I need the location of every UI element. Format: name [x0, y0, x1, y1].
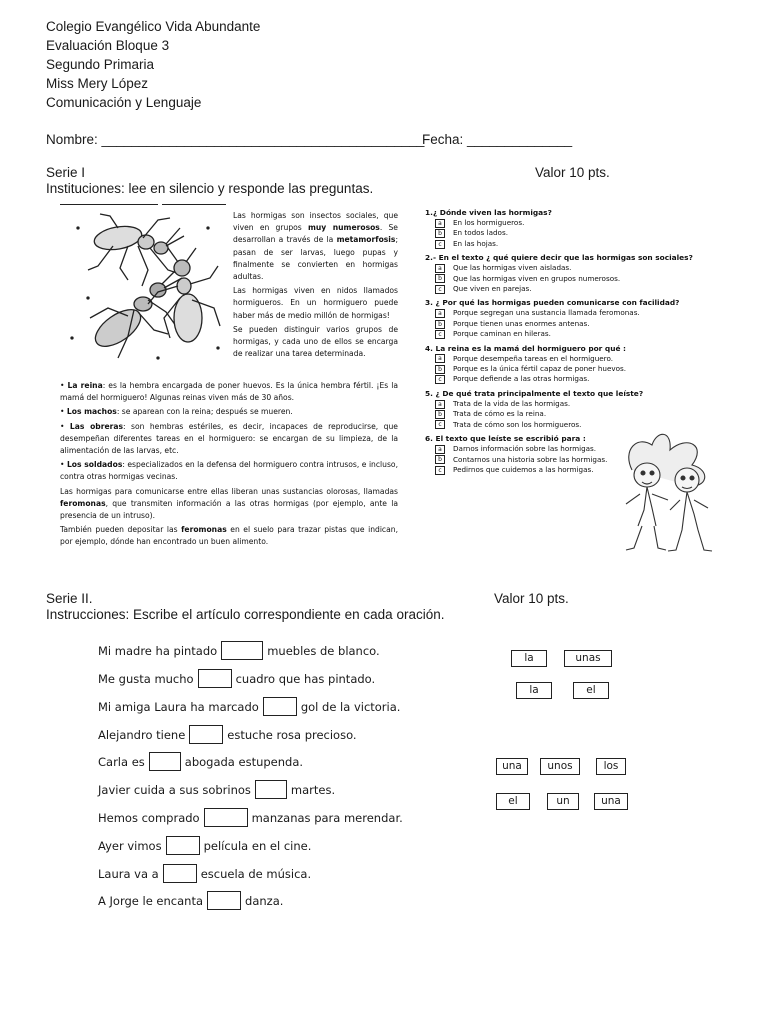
- term: La reina: [67, 381, 103, 390]
- sentence-end: muebles de blanco.: [267, 643, 380, 658]
- option-letter: a: [435, 219, 445, 228]
- fecha-line: Fecha: ______________: [422, 132, 573, 147]
- answer-blank[interactable]: [263, 697, 297, 716]
- option-letter: b: [435, 320, 445, 329]
- option-text: Trata de la vida de las hormigas.: [453, 398, 571, 408]
- serie1-value: Valor 10 pts.: [535, 165, 610, 180]
- option-text: Contarnos una historia sobre las hormigas.: [453, 454, 608, 464]
- option-text: Porque desempeña tareas en el hormiguero.: [453, 353, 614, 363]
- question-text: 6. El texto que leíste se escribió para :: [425, 434, 586, 444]
- passage-text: en el suelo para trazar pistas que indican, por ejemplo, dónde han encontrado un buen alimento.: [60, 525, 398, 547]
- option-letter: b: [435, 365, 445, 374]
- word-bank-item[interactable]: el: [573, 682, 609, 699]
- sentence-end: película en el cine.: [203, 838, 312, 853]
- option-text: Darnos información sobre las hormigas.: [453, 444, 597, 454]
- sentence: [98, 641, 380, 660]
- passage-text: : es la hembra encargada de poner huevos. Es la única hembra fértil. ¡Es la mamá del hormiguero! Algunas reinas viven más de 30 años.: [60, 381, 398, 403]
- passage-bold: muy numerosos: [307, 223, 380, 233]
- sentence-start: Me gusta mucho: [98, 671, 194, 686]
- option-text: Porque tienen unas enormes antenas.: [453, 318, 590, 328]
- word-bank-item[interactable]: la: [516, 682, 552, 699]
- answer-option[interactable]: [425, 274, 715, 284]
- option-letter: c: [435, 240, 445, 249]
- question: [425, 297, 715, 339]
- option-text: Porque defiende a las otras hormigas.: [453, 374, 590, 384]
- exam-title: Evaluación Bloque 3: [46, 38, 170, 53]
- sentence-start: Carla es: [98, 754, 145, 769]
- answer-option[interactable]: [425, 239, 715, 249]
- nombre-line: Nombre: ___________________________________________: [46, 132, 425, 147]
- answer-option[interactable]: [425, 364, 715, 374]
- sentence-start: Laura va a: [98, 866, 159, 881]
- option-letter: b: [435, 410, 445, 419]
- sentence-end: escuela de música.: [200, 866, 312, 881]
- sentence-start: Hemos comprado: [98, 810, 200, 825]
- sentence: [98, 891, 283, 910]
- option-text: Que las hormigas viven aisladas.: [453, 263, 572, 273]
- serie2-title: Serie II.: [46, 591, 93, 606]
- answer-blank[interactable]: [207, 891, 241, 910]
- option-letter: c: [435, 420, 445, 429]
- passage-bold: metamorfosis: [336, 235, 396, 245]
- question: [425, 207, 715, 249]
- answer-option[interactable]: [425, 409, 715, 419]
- question: [425, 388, 715, 430]
- option-text: Trata de cómo son los hormigueros.: [453, 419, 582, 429]
- answer-blank[interactable]: [255, 780, 287, 799]
- serie1-title: Serie I: [46, 165, 86, 180]
- question-text: 5. ¿ De qué trata principalmente el texto que leíste?: [425, 388, 644, 398]
- word-bank-item[interactable]: los: [596, 758, 626, 775]
- passage-text: También pueden depositar las: [60, 525, 182, 535]
- option-text: Que viven en parejas.: [453, 284, 532, 294]
- answer-blank[interactable]: [166, 836, 200, 855]
- school-name: Colegio Evangélico Vida Abundante: [46, 19, 261, 34]
- sentence: [98, 808, 403, 827]
- sentence: [98, 780, 335, 799]
- question-text: 1.¿ Dónde viven las hormigas?: [425, 208, 552, 217]
- answer-option[interactable]: [425, 308, 715, 318]
- sentence-start: Mi amiga Laura ha marcado: [98, 699, 259, 714]
- answer-blank[interactable]: [189, 725, 223, 744]
- option-text: Porque es la única fértil capaz de poner huevos.: [453, 364, 627, 374]
- option-letter: b: [435, 229, 445, 238]
- answer-blank[interactable]: [204, 808, 248, 827]
- passage-text: . Se desarrollan a través de la: [233, 223, 398, 245]
- sentence-start: Javier cuida a sus sobrinos: [98, 782, 251, 797]
- divider-line: [162, 204, 226, 205]
- answer-option[interactable]: [425, 420, 715, 430]
- option-letter: a: [435, 309, 445, 318]
- sentence: [98, 836, 311, 855]
- passage-p3: Se pueden distinguir varios grupos de hormigas, y cada uno de ellos se encarga de realizar una tarea determinada.: [233, 324, 398, 359]
- option-text: En los hormigueros.: [453, 218, 525, 227]
- option-letter: a: [435, 445, 445, 454]
- word-bank-item[interactable]: unas: [564, 650, 612, 667]
- option-letter: c: [435, 330, 445, 339]
- option-letter: c: [435, 285, 445, 294]
- sentence-end: danza.: [245, 893, 284, 908]
- sentence-end: estuche rosa precioso.: [227, 727, 357, 742]
- option-text: Pedirnos que cuidemos a las hormigas.: [453, 464, 594, 474]
- answer-blank[interactable]: [163, 864, 197, 883]
- option-letter: b: [435, 455, 445, 464]
- option-text: Porque segregan una sustancia llamada feromonas.: [453, 308, 640, 318]
- sentence: [98, 752, 303, 771]
- word-bank-item[interactable]: el: [496, 793, 530, 810]
- serie2-value: Valor 10 pts.: [494, 591, 569, 606]
- passage-text: Las hormigas para comunicarse entre ellas liberan unas sustancias olorosas, llamadas: [60, 486, 398, 496]
- passage-text: Las hormigas son insectos sociales, que viven en grupos: [233, 211, 398, 233]
- passage-p4: [60, 486, 398, 523]
- sentence-start: Mi madre ha pintado: [98, 643, 218, 658]
- passage-p1: [233, 210, 398, 283]
- option-text: En todos lados.: [453, 228, 508, 238]
- word-bank-item[interactable]: una: [496, 758, 528, 775]
- answer-option[interactable]: [425, 284, 715, 294]
- teacher: Miss Mery López: [46, 76, 149, 91]
- sentence-start: A Jorge le encanta: [98, 893, 204, 908]
- option-text: Que las hormigas viven en grupos numerosos.: [453, 273, 621, 283]
- header-block: [46, 17, 260, 112]
- sentence: [98, 864, 311, 883]
- sentence-end: cuadro que has pintado.: [235, 671, 376, 686]
- question-text: 4. La reina es la mamá del hormiguero por qué :: [425, 343, 626, 353]
- option-letter: a: [435, 400, 445, 409]
- sentence-end: manzanas para merendar.: [251, 810, 403, 825]
- sentence: [98, 669, 375, 688]
- ants-illustration: [58, 208, 226, 366]
- sentence-end: martes.: [290, 782, 336, 797]
- question: [425, 252, 715, 294]
- answer-option[interactable]: [425, 218, 715, 228]
- answer-option[interactable]: [425, 329, 715, 339]
- option-letter: a: [435, 354, 445, 363]
- answer-blank[interactable]: [221, 641, 263, 660]
- answer-option[interactable]: [425, 354, 715, 364]
- sentence-end: gol de la victoria.: [300, 699, 401, 714]
- grade: Segundo Primaria: [46, 57, 155, 72]
- word-bank-item[interactable]: un: [547, 793, 579, 810]
- bullet-obreras: • Las obreras: son hembras estériles, es decir, incapaces de reproducirse, que desempeñan diferentes tareas en el hormiguero: se encargan de su limpieza, de la alimentación de las larvas, etc.: [60, 421, 398, 456]
- passage-p2: Las hormigas viven en nidos llamados hormigueros. En un hormiguero puede haber más de medio millón de hormigas!: [233, 286, 398, 320]
- question-text: 3. ¿ Por qué las hormigas pueden comunicarse con facilidad?: [425, 298, 680, 308]
- word-bank-item[interactable]: unos: [540, 758, 580, 775]
- answer-blank[interactable]: [198, 669, 232, 688]
- sentence-end: abogada estupenda.: [184, 754, 304, 769]
- option-text: Trata de cómo es la reina.: [453, 409, 547, 419]
- divider-line: [60, 204, 158, 205]
- sentence: [98, 725, 357, 744]
- passage-text: : son hembras estériles, es decir, incapaces de reproducirse, que desempeñan diferentes tareas en el hormiguero: se encargan de su limpieza, de la alimentación de las larvas, etc.: [60, 421, 398, 456]
- option-letter: a: [435, 264, 445, 273]
- question: [425, 343, 715, 385]
- passage-top: [233, 210, 398, 359]
- sentence-start: Ayer vimos: [98, 838, 162, 853]
- answer-option[interactable]: [425, 374, 715, 384]
- answer-option[interactable]: [425, 228, 715, 238]
- option-letter: c: [435, 466, 445, 475]
- term: Los machos: [66, 407, 117, 417]
- serie1-instructions: Instituciones: lee en silencio y responde las preguntas.: [46, 181, 374, 196]
- passage-text: : especializados en la defensa del hormiguero contra intrusos, e incluso, contra otras hormigas vecinas.: [60, 460, 398, 482]
- option-text: Porque caminan en hileras.: [453, 329, 551, 339]
- question-text: 2.- En el texto ¿ qué quiere decir que las hormigas son sociales?: [425, 253, 693, 263]
- passage-bottom: [60, 380, 398, 551]
- sentence: [98, 697, 400, 716]
- bullet-soldados: • Los soldados: especializados en la defensa del hormiguero contra intrusos, e incluso, contra otras hormigas vecinas.: [60, 460, 398, 482]
- option-letter: c: [435, 375, 445, 384]
- bullet-reina: • La reina: es la hembra encargada de poner huevos. Es la única hembra fértil. ¡Es la mamá del hormiguero! Algunas reinas viven más de 30 años.: [60, 381, 398, 403]
- serie2-instructions: Instrucciones: Escribe el artículo correspondiente en cada oración.: [46, 607, 445, 622]
- bullet-machos: • Los machos: se aparean con la reina; después se mueren.: [60, 407, 293, 417]
- term: Las obreras: [69, 421, 124, 431]
- passage-text: : se aparean con la reina; después se mueren.: [116, 407, 293, 417]
- answer-option[interactable]: [425, 263, 715, 273]
- subject: Comunicación y Lenguaje: [46, 95, 202, 110]
- option-letter: b: [435, 274, 445, 283]
- word-bank-item[interactable]: una: [594, 793, 628, 810]
- passage-p5: [60, 524, 398, 548]
- passage-bold: feromonas: [60, 498, 106, 508]
- term: Los soldados: [66, 460, 123, 470]
- answer-blank[interactable]: [149, 752, 181, 771]
- word-bank-item[interactable]: la: [511, 650, 547, 667]
- sentence-start: Alejandro tiene: [98, 727, 186, 742]
- cartoon-ants-illustration: [612, 430, 722, 554]
- answer-option[interactable]: [425, 399, 715, 409]
- passage-text: ; pasan de ser larvas, luego pupas y finalmente se convierten en hormigas adultas.: [233, 235, 398, 282]
- option-text: En las hojas.: [453, 238, 499, 248]
- passage-text: , que transmiten información a las otras hormigas (por ejemplo, ante la presencia de un intruso).: [60, 498, 398, 521]
- passage-bold: feromonas: [181, 525, 227, 535]
- answer-option[interactable]: [425, 319, 715, 329]
